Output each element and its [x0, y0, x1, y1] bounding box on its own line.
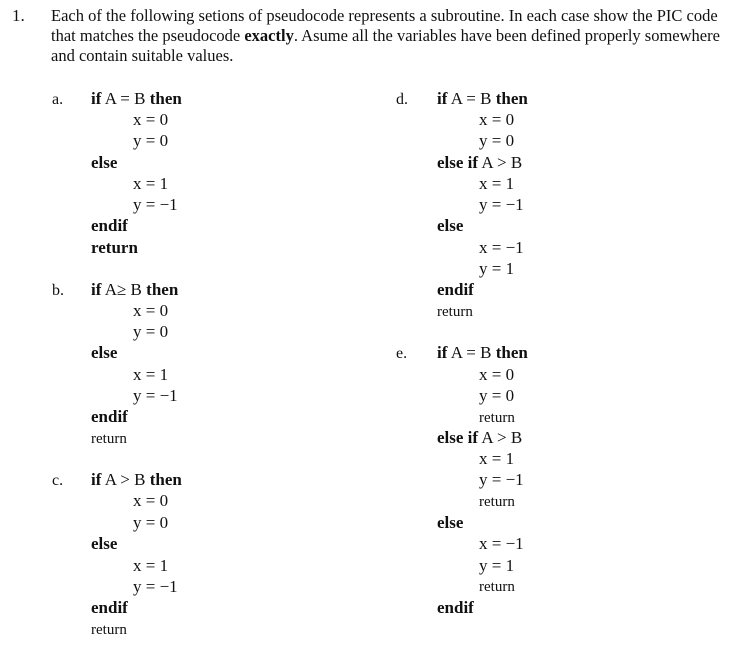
part-a-label: a.	[52, 91, 64, 108]
part-a-else: else	[91, 153, 118, 172]
part-e-assign-xm1: x = −1	[479, 534, 524, 553]
if-keyword: if	[91, 89, 102, 108]
part-b-assign-x0: x = 0	[133, 301, 169, 320]
part-b-assign-y0: y = 0	[133, 322, 169, 341]
question-prompt	[51, 6, 741, 66]
if-keyword: if	[437, 343, 448, 362]
elseif-keyword: else if	[437, 153, 479, 172]
prompt-text-1: Each of the following setions of pseudocode represents a subroutine. In each case show the PIC code that matches the pseudocode	[51, 6, 718, 45]
part-d-assign-xm1: x = −1	[479, 238, 524, 257]
part-a-assign-x0: x = 0	[133, 110, 169, 129]
if-keyword: if	[437, 89, 448, 108]
part-e-label: e.	[396, 345, 408, 362]
elseif-keyword: else if	[437, 428, 479, 447]
part-e-return-2: return	[479, 494, 515, 510]
part-b-assign-ym1: y = −1	[133, 386, 178, 405]
condition: A = B	[450, 343, 492, 362]
part-d-return: return	[437, 304, 473, 320]
part-c-assign-y0: y = 0	[133, 513, 169, 532]
then-keyword: then	[149, 470, 182, 489]
part-e-if-line	[437, 343, 528, 363]
part-d-label: d.	[396, 91, 408, 108]
part-a-assign-y0: y = 0	[133, 131, 169, 150]
part-c-if-line	[91, 470, 182, 490]
then-keyword: then	[495, 89, 528, 108]
part-a-return: return	[91, 238, 138, 257]
prompt-text-2: . Asume all the variables have been defined properly somewhere and contain suitable values.	[51, 26, 720, 65]
part-d-endif: endif	[437, 280, 474, 299]
condition: A = B	[450, 89, 492, 108]
condition: A > B	[481, 428, 523, 447]
part-e-elseif-line	[437, 428, 522, 448]
part-e-assign-ym1: y = −1	[479, 470, 524, 489]
part-b-return: return	[91, 431, 127, 447]
part-e-assign-x1: x = 1	[479, 449, 515, 468]
part-a-endif: endif	[91, 216, 128, 235]
part-a-if-line	[91, 89, 182, 109]
part-b-assign-x1: x = 1	[133, 365, 169, 384]
part-e-endif: endif	[437, 598, 474, 617]
part-d-assign-ym1: y = −1	[479, 195, 524, 214]
part-d-assign-x1: x = 1	[479, 174, 515, 193]
part-a-assign-ym1: y = −1	[133, 195, 178, 214]
part-c-return: return	[91, 622, 127, 638]
part-a-assign-x1: x = 1	[133, 174, 169, 193]
part-c-label: c.	[52, 472, 64, 489]
condition: A > B	[104, 470, 146, 489]
prompt-emphasis: exactly	[244, 26, 294, 45]
part-d-assign-x0: x = 0	[479, 110, 515, 129]
if-keyword: if	[91, 280, 102, 299]
part-d-assign-y1: y = 1	[479, 259, 515, 278]
part-b-if-line	[91, 280, 178, 300]
part-c-assign-ym1: y = −1	[133, 577, 178, 596]
part-e-assign-y0: y = 0	[479, 386, 515, 405]
then-keyword: then	[146, 280, 179, 299]
part-c-assign-x0: x = 0	[133, 491, 169, 510]
part-b-endif: endif	[91, 407, 128, 426]
part-d-if-line	[437, 89, 528, 109]
part-c-else: else	[91, 534, 118, 553]
part-e-return-3: return	[479, 579, 515, 595]
part-b-else: else	[91, 343, 118, 362]
then-keyword: then	[149, 89, 182, 108]
part-d-assign-y0: y = 0	[479, 131, 515, 150]
if-keyword: if	[91, 470, 102, 489]
then-keyword: then	[495, 343, 528, 362]
condition: A > B	[481, 153, 523, 172]
part-e-else: else	[437, 513, 464, 532]
condition: A = B	[104, 89, 146, 108]
question-number: 1.	[12, 6, 25, 25]
part-b-label: b.	[52, 282, 64, 299]
part-c-endif: endif	[91, 598, 128, 617]
part-c-assign-x1: x = 1	[133, 556, 169, 575]
condition: A≥ B	[104, 280, 142, 299]
part-e-assign-y1: y = 1	[479, 556, 515, 575]
part-e-return-1: return	[479, 410, 515, 426]
part-e-assign-x0: x = 0	[479, 365, 515, 384]
part-d-elseif-line	[437, 153, 522, 173]
part-d-else: else	[437, 216, 464, 235]
